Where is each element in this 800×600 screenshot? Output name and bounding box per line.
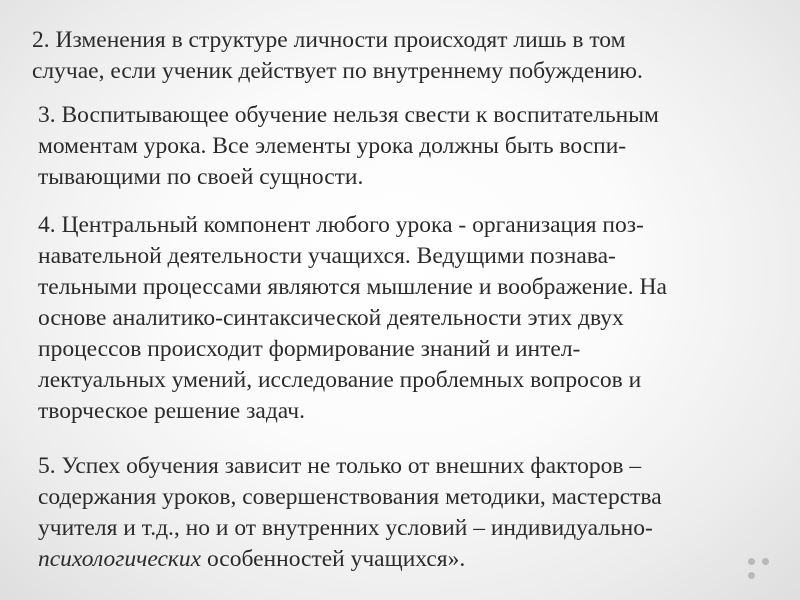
text-line: тывающими по своей сущности. — [38, 164, 364, 190]
italic-word: психологических — [38, 546, 202, 572]
paragraph-item-3 — [38, 100, 659, 193]
text-line: 5. Успех обучения зависит не только от внешних факторов – — [38, 453, 642, 479]
text-line: 4. Центральный компонент любого урока - организация поз- — [38, 212, 644, 238]
paragraph-item-4 — [38, 210, 667, 427]
text-line: процессов происходит формирование знаний и интел- — [38, 336, 581, 362]
dot-decoration — [748, 572, 755, 579]
text-line: моментам урока. Все элементы урока должны быть воспи- — [38, 133, 627, 159]
text-line: тельными процессами являются мышление и воображение. На — [38, 274, 667, 300]
text-line: учителя и т.д., но и от внутренних условий – индивидуально- — [38, 515, 653, 541]
text-line: лектуальных умений, исследование проблемных вопросов и — [38, 367, 642, 393]
text-line: основе аналитико-синтаксической деятельности этих двух — [38, 305, 624, 331]
text-line: случае, если ученик действует по внутреннему побуждению. — [32, 58, 643, 84]
paragraph-item-5 — [38, 451, 662, 575]
text-line: 3. Воспитывающее обучение нельзя свести к воспитательным — [38, 102, 659, 128]
dot-decoration — [748, 558, 755, 565]
text-line: навательной деятельности учащихся. Ведущими познава- — [38, 243, 616, 269]
text-line: 2. Изменения в структуре личности происходят лишь в том — [32, 27, 626, 53]
corner-decoration — [748, 558, 778, 588]
text-line: творческое решение задач. — [38, 398, 305, 424]
text-line-rest: особенностей учащихся». — [201, 546, 466, 572]
paragraph-item-2 — [32, 25, 643, 87]
text-line: содержания уроков, совершенствования методики, мастерства — [38, 484, 662, 510]
dot-decoration — [762, 558, 769, 565]
text-line-last — [38, 544, 662, 575]
